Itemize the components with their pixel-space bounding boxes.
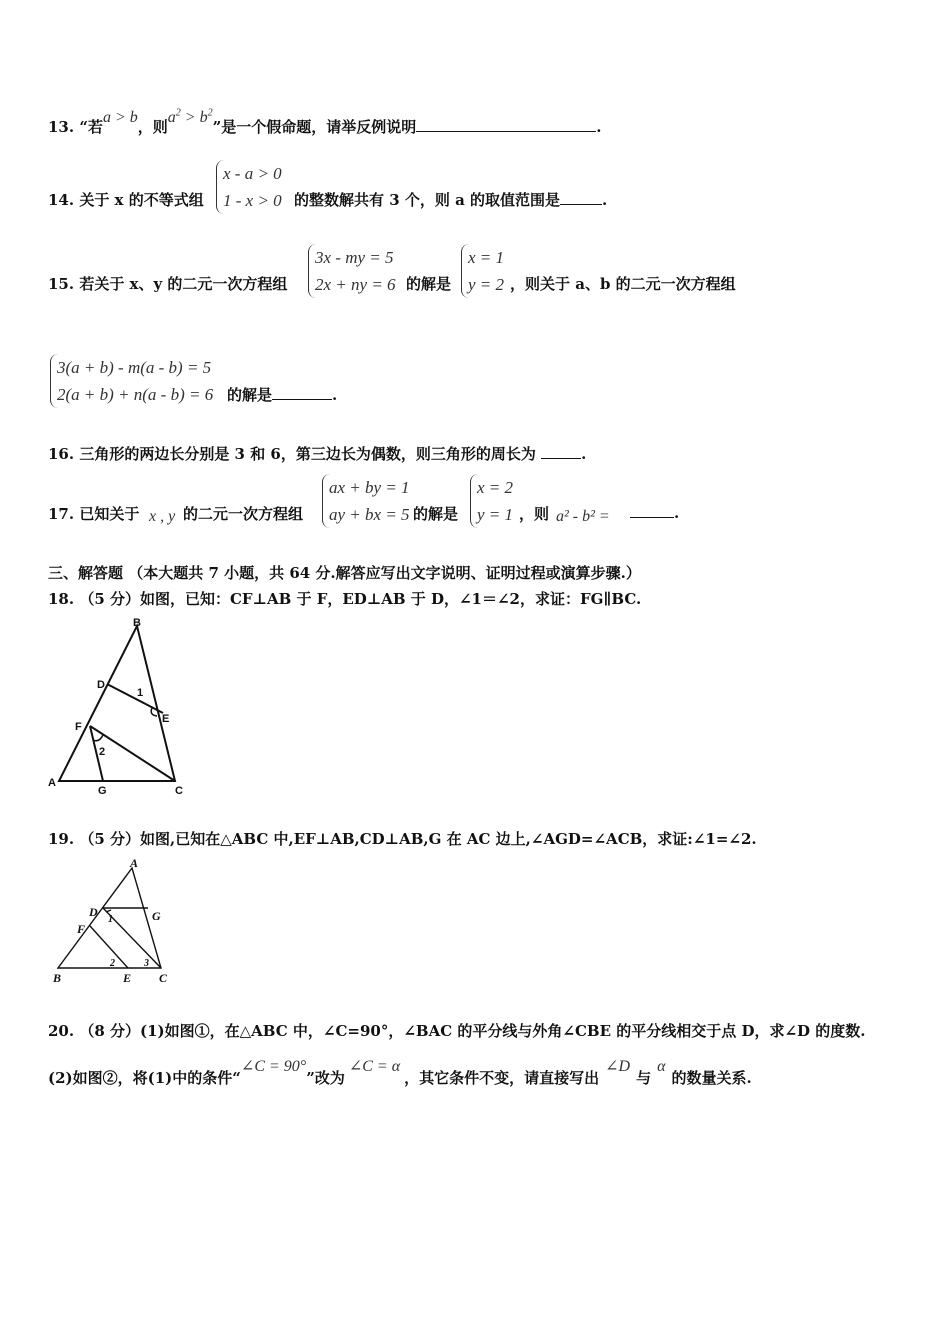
- q18-label-1: 1: [137, 687, 144, 699]
- section-3-title: 三、解答题 （本大题共 7 小题，共 64 分.解答应写出文字说明、证明过程或演算步骤.）: [48, 564, 641, 582]
- q19-label-g: G: [152, 909, 161, 923]
- q19-label-e: E: [123, 971, 132, 985]
- q16-answer-blank[interactable]: [541, 444, 581, 459]
- q19-label-b: B: [53, 971, 62, 985]
- q13-conclusion: $a^2 > b^2$: [167, 107, 213, 126]
- q20-alpha: α: [657, 1058, 666, 1075]
- q15-solution: x = 1 y = 2: [461, 244, 504, 298]
- question-13: 13. “若a > b，则$a^2 > b^2$”是一个假命题，请举反例说明 .: [48, 107, 602, 136]
- question-19: 19. （5 分）如图,已知在△ABC 中,EF⊥AB,CD⊥AB,G 在 AC 边上,∠AGD=∠ACB，求证:∠1=∠2.: [48, 830, 757, 848]
- q18-label-g: G: [98, 785, 107, 797]
- q20-cond1: ∠C = 90°: [240, 1058, 307, 1075]
- q14-answer-blank[interactable]: [560, 190, 602, 205]
- q18-triangle-abc: [59, 626, 175, 781]
- q15-system2-suffix: 的解是 .: [227, 386, 338, 404]
- q18-figure: [45, 618, 195, 798]
- q17-answer-blank[interactable]: [630, 503, 674, 518]
- q19-label-d: D: [89, 905, 98, 919]
- q19-label-3: 3: [144, 958, 149, 969]
- q17-mid1: 的二元一次方程组: [183, 505, 304, 523]
- question-20-part1: 20. （8 分）(1)如图①，在△ABC 中，∠C=90°，∠BAC 的平分线与外角∠CBE 的平分线相交于点 D，求∠D 的度数.: [48, 1022, 866, 1040]
- question-17-prefix: 17. 已知关于: [48, 505, 140, 523]
- q18-label-b: B: [133, 618, 141, 629]
- q18-label-c: C: [175, 785, 183, 797]
- q19-label-c: C: [159, 971, 168, 985]
- q14-line1: x - a > 0: [223, 164, 282, 183]
- q13-condition: a > b: [102, 109, 138, 126]
- question-15-prefix: 15. 若关于 x、y 的二元一次方程组: [48, 275, 288, 293]
- q13-answer-blank[interactable]: [416, 117, 596, 132]
- question-18: 18. （5 分）如图，已知：CF⊥AB 于 F，ED⊥AB 于 D，∠1＝∠2，求证：FG∥BC.: [48, 590, 642, 608]
- q15-suffix: ，则关于 a、b 的二元一次方程组: [510, 275, 736, 293]
- q14-line2: 1 - x > 0: [223, 191, 282, 210]
- q13-suffix: ”是一个假命题，请举反例说明: [212, 118, 417, 136]
- q19-label-1: 1: [108, 914, 113, 925]
- q19-figure: [48, 858, 178, 988]
- q18-label-2: 2: [99, 746, 106, 758]
- question-14-suffix: 的整数解共有 3 个，则 a 的取值范围是 .: [294, 191, 608, 209]
- q17-blank-wrap: .: [630, 503, 679, 522]
- q19-segment-fe: [90, 926, 128, 968]
- q18-label-f: F: [75, 721, 82, 733]
- q13-prefix: 13. “若: [48, 118, 103, 136]
- q20-angle-d: ∠D: [605, 1058, 631, 1075]
- q17-mid3: ，则: [519, 505, 550, 523]
- q20-cond2: ∠C = α: [348, 1058, 401, 1075]
- q18-label-d: D: [97, 679, 105, 691]
- q17-mid2: 的解是: [413, 505, 459, 523]
- q14-inequality-system: [216, 160, 282, 214]
- q15-system2: 3(a + b) - m(a - b) = 5 2(a + b) + n(a - b) = 6: [50, 354, 213, 408]
- q15-mid: 的解是: [406, 275, 452, 293]
- q18-label-a: A: [48, 777, 56, 789]
- question-14-prefix: 14. 关于 x 的不等式组: [48, 191, 204, 209]
- q19-label-2: 2: [110, 958, 115, 969]
- q13-mid: ，则: [137, 118, 168, 136]
- q17-solution: x = 2 y = 1: [470, 474, 513, 528]
- q19-right-angle-d: [106, 910, 111, 912]
- q17-vars: x , y: [149, 508, 176, 525]
- question-16: 16. 三角形的两边长分别是 3 和 6，第三边长为偶数，则三角形的周长为 .: [48, 445, 587, 463]
- q15-system1: 3x - my = 5 2x + ny = 6: [308, 244, 396, 298]
- q17-expression: a² - b² =: [556, 508, 610, 525]
- q15-answer-blank[interactable]: [272, 385, 332, 400]
- q18-angle-2-arc: [93, 735, 103, 741]
- q17-system: ax + by = 1 ay + bx = 5: [322, 474, 410, 528]
- q19-label-f: F: [77, 922, 86, 936]
- q19-label-a: A: [130, 858, 139, 870]
- question-20-part2: (2)如图②，将(1)中的条件“∠C = 90°”改为∠C = α，其它条件不变，请直接写出∠D与α的数量关系.: [48, 1058, 752, 1087]
- q18-label-e: E: [162, 713, 170, 725]
